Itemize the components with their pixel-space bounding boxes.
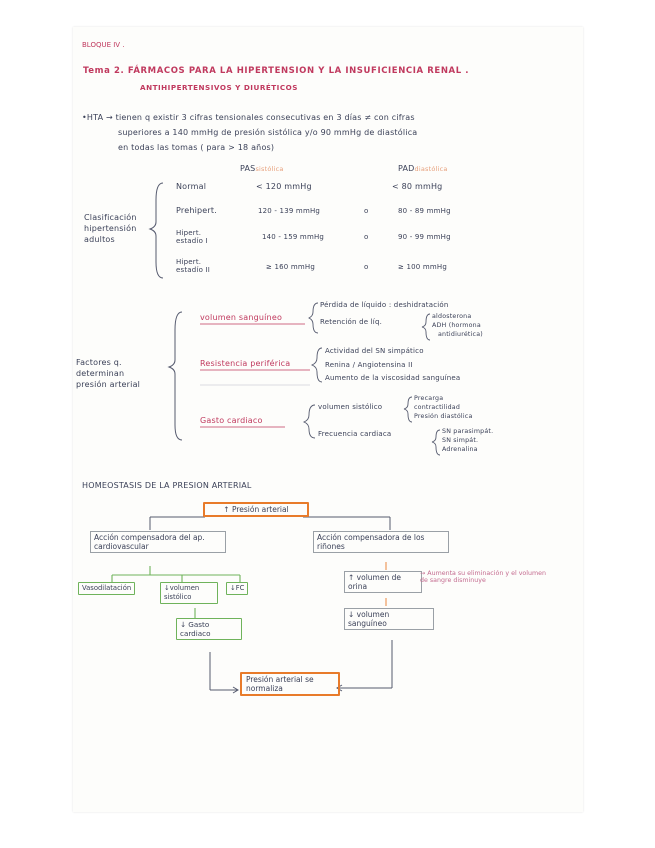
- factor-resistencia: Resistencia periférica: [200, 359, 291, 368]
- factor-aldosterona: aldosterona: [432, 313, 472, 320]
- row-name-stage1: Hipert. estadío I: [176, 229, 208, 245]
- factors-label: Factores q. determinan presión arterial: [76, 358, 141, 389]
- row-pas-normal: < 120 mmHg: [256, 182, 312, 191]
- row-pas-stage2: ≥ 160 mmHg: [266, 263, 316, 271]
- row-conn-stage2: o: [364, 263, 369, 271]
- row-name-stage2: Hipert. estadío II: [176, 258, 211, 274]
- box-accion-cardiovascular: Acción compensadora del ap. cardiovascular: [90, 531, 226, 553]
- row-pas-stage1: 140 - 159 mmHg: [262, 233, 325, 241]
- row-name-normal: Normal: [176, 182, 207, 191]
- factor-frec: Frecuencia cardiaca: [318, 430, 392, 438]
- factor-sn-simp: SN simpát.: [442, 437, 479, 444]
- row-pas-prehipert: 120 - 139 mmHg: [258, 207, 321, 215]
- factor-volumen: volumen sanguíneo: [200, 313, 283, 322]
- row-pad-prehipert: 80 - 89 mmHg: [398, 207, 451, 215]
- factor-pres-diast: Presión diastólica: [414, 413, 473, 420]
- box-gasto-cardiaco: ↓ Gasto cardiaco: [176, 618, 242, 640]
- classification-label: Clasificación hipertensión adultos: [84, 213, 137, 244]
- box-volumen-sistolico: ↓volumen sistólico: [160, 582, 218, 604]
- box-volumen-sanguineo: ↓ volumen sanguíneo: [344, 608, 434, 630]
- topic-title: Tema 2. FÁRMACOS PARA LA HIPERTENSION Y LA INSUFICIENCIA RENAL .: [83, 66, 470, 76]
- factor-adh: ADH (hormona: [432, 322, 481, 329]
- hta-line-3: en todas las tomas ( para > 18 años): [118, 143, 275, 152]
- box-vasodilatacion: Vasodilatación: [78, 582, 135, 595]
- box-volumen-orina: ↑ volumen de orina: [344, 571, 422, 593]
- note-eliminacion: → Aumenta su eliminación y el volumen de sangre disminuye: [420, 570, 547, 584]
- homeostasis-title: HOMEOSTASIS DE LA PRESION ARTERIAL: [82, 481, 252, 490]
- factor-retencion: Retención de líq.: [320, 318, 383, 326]
- box-accion-rinones: Acción compensadora de los riñones: [313, 531, 449, 553]
- factor-r3: Aumento de la viscosidad sanguínea: [325, 374, 461, 382]
- box-presion-arterial: ↑ Presión arterial: [203, 502, 309, 517]
- topic-subtitle: ANTIHIPERTENSIVOS Y DIURÉTICOS: [140, 83, 298, 92]
- factor-perdida: Pérdida de líquido : deshidratación: [320, 301, 449, 309]
- factor-vol-sist: volumen sistólico: [318, 403, 383, 411]
- block-label: BLOQUE IV .: [82, 41, 125, 49]
- factor-adrenalina: Adrenalina: [442, 446, 478, 453]
- col-header-pad: PADdiastólica: [398, 164, 448, 173]
- row-pad-stage1: 90 - 99 mmHg: [398, 233, 451, 241]
- row-name-prehipert: Prehipert.: [176, 206, 217, 215]
- factor-sn-para: SN parasimpát.: [442, 428, 494, 435]
- row-pad-normal: < 80 mmHg: [392, 182, 443, 191]
- box-presion-normaliza: Presión arterial se normaliza: [240, 672, 340, 696]
- hta-line-1: •HTA → tienen q existir 3 cifras tensionales consecutivas en 3 días ≠ con cifras: [82, 113, 415, 122]
- row-conn-stage1: o: [364, 233, 369, 241]
- box-fc: ↓FC: [226, 582, 248, 595]
- row-pad-stage2: ≥ 100 mmHg: [398, 263, 448, 271]
- factor-r1: Actividad del SN simpático: [325, 347, 424, 355]
- factor-contract: contractilidad: [414, 404, 461, 411]
- col-header-pas: PASsistólica: [240, 164, 284, 173]
- factor-r2: Renina / Angiotensina II: [325, 361, 413, 369]
- factor-precarga: Precarga: [414, 395, 444, 402]
- factor-adh2: antidiurética): [438, 331, 483, 338]
- row-conn-prehipert: o: [364, 207, 369, 215]
- hta-line-2: superiores a 140 mmHg de presión sistólica y/o 90 mmHg de diastólica: [118, 128, 418, 137]
- factor-gasto: Gasto cardiaco: [200, 416, 263, 425]
